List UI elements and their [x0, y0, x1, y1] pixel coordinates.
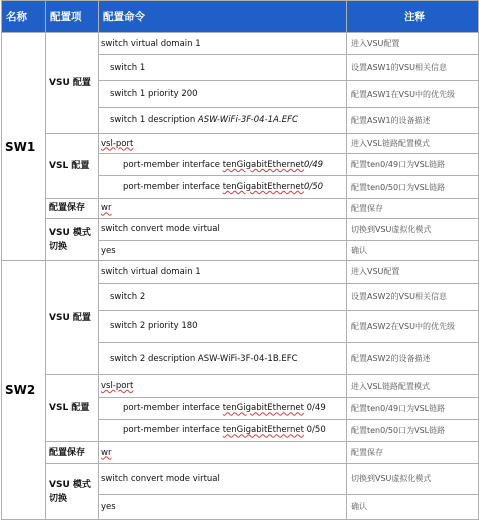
command-cell: yes — [99, 241, 347, 261]
group-vsu-mode-switch: VSU 模式切换 — [46, 464, 99, 520]
command-cell: switch convert mode virtual — [99, 218, 347, 240]
command-cell: switch 1 priority 200 — [99, 81, 347, 107]
group-vsu-mode-switch: VSU 模式切换 — [46, 218, 99, 260]
group-save-config: 配置保存 — [46, 198, 99, 218]
header-name: 名称 — [2, 1, 46, 33]
port-number: 0/49 — [303, 403, 326, 414]
command-cell — [99, 419, 347, 441]
interface-name: tenGigabitEthernet — [222, 425, 304, 436]
note-cell: 确认 — [347, 241, 479, 261]
note-cell: 配置ten0/50口为VSL链路 — [347, 176, 479, 198]
note-cell: 配置保存 — [347, 442, 479, 464]
note-cell: 进入VSU配置 — [347, 33, 479, 55]
table-row — [2, 198, 479, 218]
command-cell — [99, 442, 347, 464]
command-cell: switch 2 description ASW-WiFi-3F-04-1B.EFC — [99, 343, 347, 375]
command-text: port-member interface — [123, 425, 223, 436]
vsu-config-table — [1, 0, 479, 520]
note-cell: 配置ten0/49口为VSL链路 — [347, 397, 479, 419]
command-cell: switch 1 — [99, 55, 347, 81]
note-cell: 配置ASW2在VSU中的优先级 — [347, 310, 479, 342]
table-row — [2, 464, 479, 494]
port-number: 0/50 — [303, 182, 324, 193]
table-row — [2, 375, 479, 397]
command-cell: switch convert mode virtual — [99, 464, 347, 494]
group-save-config: 配置保存 — [46, 442, 99, 464]
command-text: vsl-port — [101, 381, 134, 392]
device-description-value: ASW-WiFi-3F-04-1A.EFC — [197, 115, 298, 126]
command-cell: yes — [99, 494, 347, 519]
header-row — [2, 1, 479, 33]
command-text: wr — [101, 447, 112, 458]
note-cell: 配置ASW2的设备描述 — [347, 343, 479, 375]
note-cell: 设置ASW1的VSU相关信息 — [347, 55, 479, 81]
note-cell: 配置ten0/49口为VSL链路 — [347, 154, 479, 176]
command-text: port-member interface — [123, 182, 223, 193]
note-cell: 确认 — [347, 494, 479, 519]
command-cell — [99, 134, 347, 154]
command-cell: switch 2 priority 180 — [99, 310, 347, 342]
command-cell: switch 2 — [99, 283, 347, 310]
note-cell: 配置保存 — [347, 198, 479, 218]
command-cell — [99, 176, 347, 198]
note-cell: 进入VSL链路配置模式 — [347, 375, 479, 397]
note-cell: 切换到VSU虚拟化模式 — [347, 218, 479, 240]
note-cell: 配置ten0/50口为VSL链路 — [347, 419, 479, 441]
device-name-sw1: SW1 — [2, 33, 46, 261]
command-text: wr — [101, 203, 112, 214]
group-vsl-config: VSL 配置 — [46, 134, 99, 199]
header-config-command: 配置命令 — [99, 1, 347, 33]
command-cell: switch virtual domain 1 — [99, 261, 347, 283]
command-cell — [99, 397, 347, 419]
table-row — [2, 442, 479, 464]
note-cell: 进入VSL链路配置模式 — [347, 134, 479, 154]
note-cell: 进入VSU配置 — [347, 261, 479, 283]
interface-name: tenGigabitEthernet — [222, 403, 304, 414]
command-text: vsl-port — [101, 138, 134, 149]
command-cell: switch virtual domain 1 — [99, 33, 347, 55]
header-config-item: 配置项 — [46, 1, 99, 33]
group-vsu-config: VSU 配置 — [46, 261, 99, 375]
command-cell — [99, 375, 347, 397]
command-cell — [99, 107, 347, 133]
group-vsl-config: VSL 配置 — [46, 375, 99, 442]
note-cell: 配置ASW1的设备描述 — [347, 107, 479, 133]
note-cell: 配置ASW1在VSU中的优先级 — [347, 81, 479, 107]
table-row — [2, 218, 479, 240]
table-row — [2, 261, 479, 283]
command-text: port-member interface — [123, 159, 223, 170]
header-note: 注释 — [347, 1, 479, 33]
command-text: switch 1 description — [110, 115, 198, 126]
device-name-sw2: SW2 — [2, 261, 46, 520]
note-cell: 设置ASW2的VSU相关信息 — [347, 283, 479, 310]
group-vsu-config: VSU 配置 — [46, 33, 99, 134]
interface-name: tenGigabitEthernet — [222, 159, 304, 170]
note-cell: 切换到VSU虚拟化模式 — [347, 464, 479, 494]
command-cell — [99, 154, 347, 176]
table-row — [2, 134, 479, 154]
command-cell — [99, 198, 347, 218]
port-number: 0/50 — [303, 425, 326, 436]
table-row — [2, 33, 479, 55]
port-number: 0/49 — [303, 159, 324, 170]
interface-name: tenGigabitEthernet — [222, 182, 304, 193]
command-text: port-member interface — [123, 403, 223, 414]
